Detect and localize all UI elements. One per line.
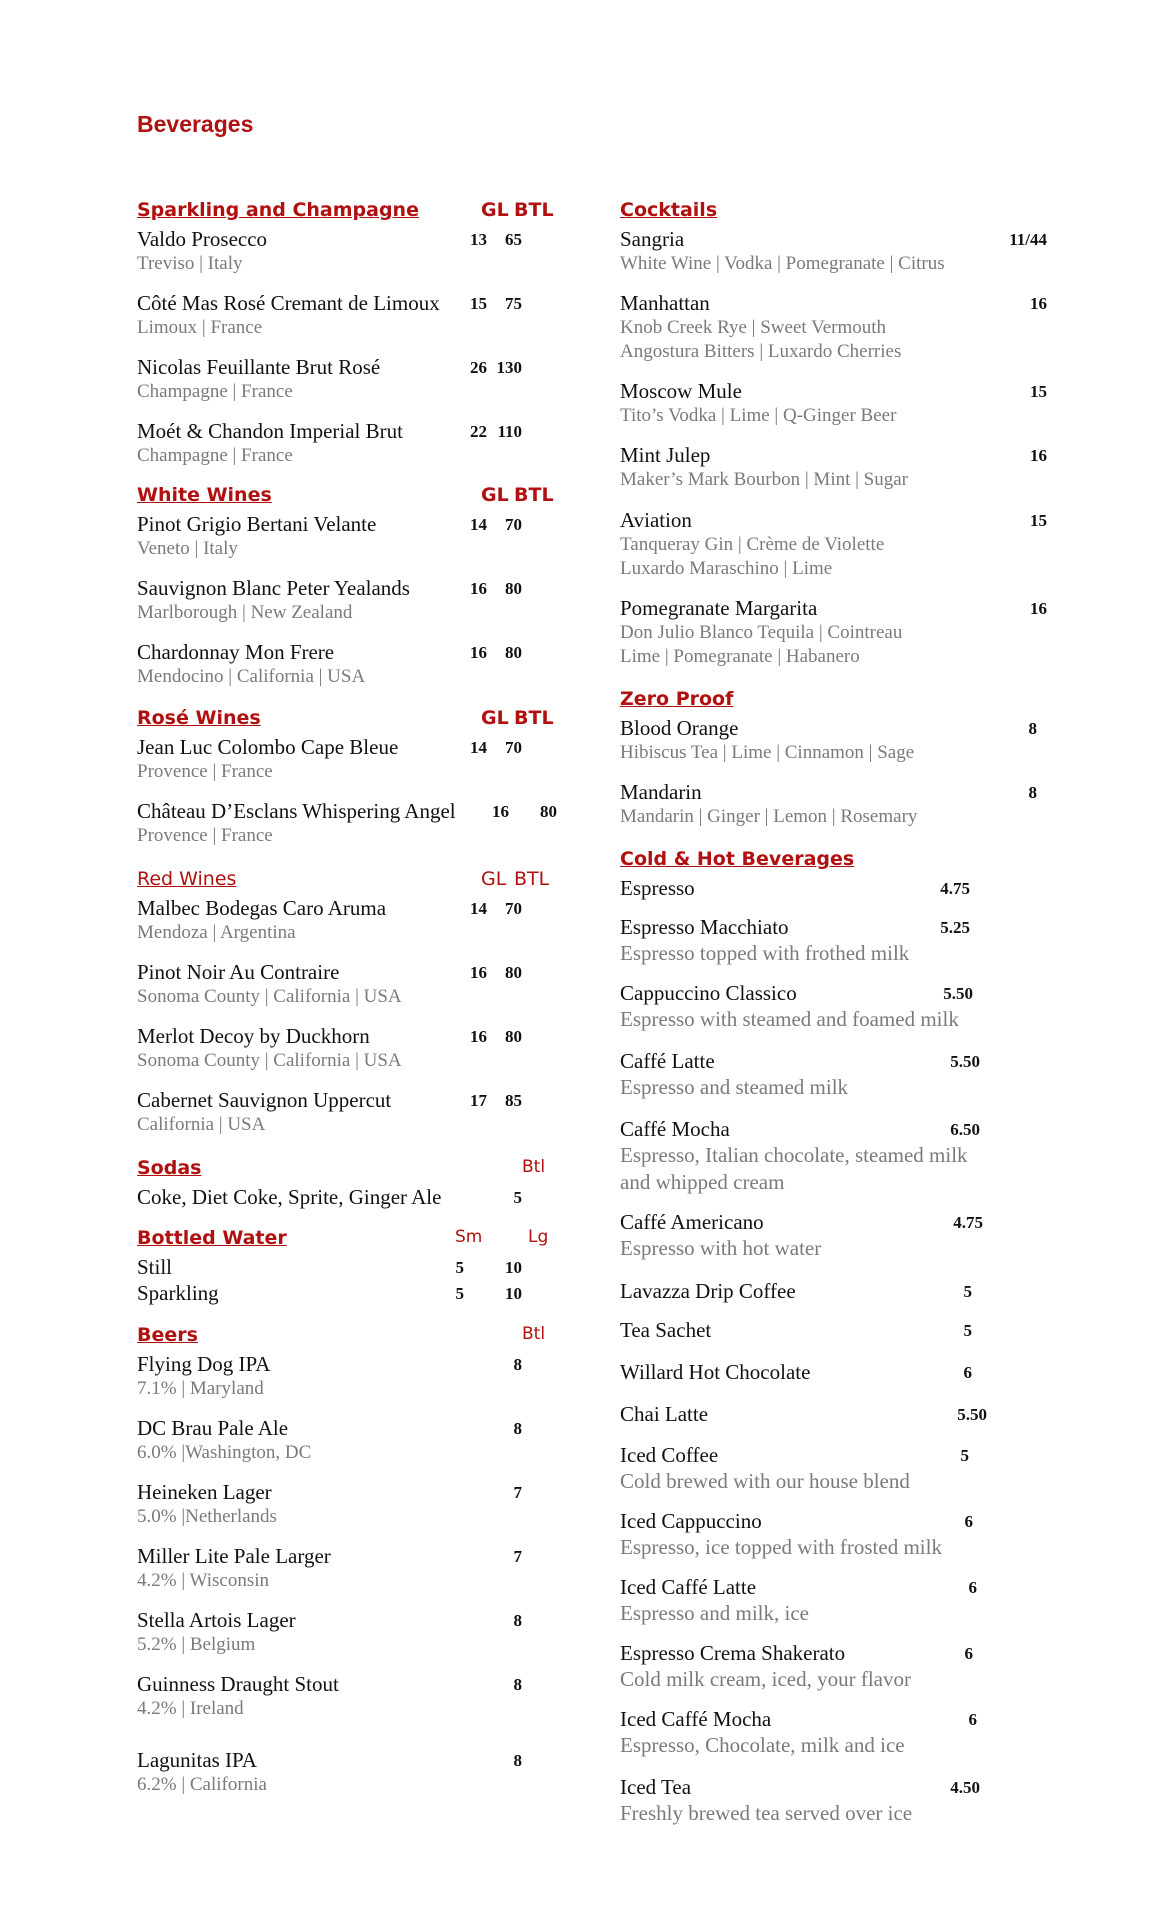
price: 16 [1030,294,1047,313]
menu-item: Stella Artois Lager 5.2% | Belgium 8 [137,1608,522,1655]
gl-price: 16 [470,963,487,982]
btl-price: 110 [497,422,522,441]
sm-price: 5 [455,1284,464,1303]
menu-item: Espresso Macchiato Espresso topped with frothed milk 5.25 [620,915,970,965]
menu-item: Mandarin Mandarin | Ginger | Lemon | Rosemary 8 [620,780,1037,827]
section-title: Rosé Wines GL BTL [137,707,554,729]
price: 6 [964,1644,973,1663]
menu-item: Merlot Decoy by Duckhorn Sonoma County | California | USA 16 80 [137,1024,522,1071]
section-title: Sodas Btl [137,1157,546,1179]
menu-item: Château D’Esclans Whispering Angel Provence | France 16 80 [137,799,557,846]
price: 6 [968,1710,977,1729]
section-cold-hot-beverages [620,848,1040,1841]
section-title: Cold & Hot Beverages [620,848,855,870]
section-title: Red Wines GL BTL [137,868,550,890]
menu-item: Cappuccino Classico Espresso with steamed and foamed milk 5.50 [620,981,973,1031]
menu-item: Côté Mas Rosé Cremant de Limoux Limoux | France 15 75 [137,291,522,338]
gl-price: 16 [470,643,487,662]
btl-price: 8 [513,1419,522,1438]
btl-price: 7 [513,1547,522,1566]
menu-item: Pinot Noir Au Contraire Sonoma County | California | USA 16 80 [137,960,522,1007]
btl-price: 80 [505,963,522,982]
section-bottled-water [137,1227,557,1307]
gl-header: GL [481,868,507,890]
menu-item: Valdo Prosecco Treviso | Italy 13 65 [137,227,522,274]
price: 16 [1030,599,1047,618]
sm-header: Sm [455,1227,483,1247]
gl-price: 15 [470,294,487,313]
menu-item: Sangria White Wine | Vodka | Pomegranate | Citrus 11/44 [620,227,1047,274]
gl-price: 13 [470,230,487,249]
btl-price: 85 [505,1091,522,1110]
btl-price: 80 [505,1027,522,1046]
menu-item: Flying Dog IPA 7.1% | Maryland 8 [137,1352,522,1399]
btl-price: 80 [505,643,522,662]
section-sparkling [137,199,557,483]
menu-item: Malbec Bodegas Caro Aruma Mendoza | Argentina 14 70 [137,896,522,943]
menu-item: Iced Caffé Mocha Espresso, Chocolate, milk and ice 6 [620,1707,977,1757]
menu-item: Iced Cappuccino Espresso, ice topped with frosted milk 6 [620,1509,973,1559]
menu-item: Caffé Latte Espresso and steamed milk 5.50 [620,1049,980,1099]
section-title: Beers Btl [137,1324,546,1346]
section-title: Zero Proof [620,688,734,710]
price: 5 [963,1282,972,1301]
price: 4.75 [953,1213,983,1232]
menu-item: Heineken Lager 5.0% |Netherlands 7 [137,1480,522,1527]
price: 6 [968,1578,977,1597]
gl-price: 22 [470,422,487,441]
price: 6.50 [950,1120,980,1139]
menu-item: Espresso 4.75 [620,876,970,900]
section-beers [137,1324,557,1812]
btl-price: 80 [505,579,522,598]
menu-item: Blood Orange Hibiscus Tea | Lime | Cinnamon | Sage 8 [620,716,1037,763]
price: 4.50 [950,1778,980,1797]
btl-header: Btl [522,1324,546,1344]
price: 6 [963,1363,972,1382]
btl-price: 8 [513,1751,522,1770]
menu-item: Moét & Chandon Imperial Brut Champagne | France 22 110 [137,419,522,466]
btl-price: 80 [540,802,557,821]
gl-header: GL [481,484,509,506]
section-cocktails [620,199,1047,684]
section-title: Bottled Water Sm Lg [137,1227,549,1249]
gl-price: 16 [470,1027,487,1046]
menu-item: Still 5 10 [137,1255,522,1279]
menu-item: Sauvignon Blanc Peter Yealands Marlborough | New Zealand 16 80 [137,576,522,623]
menu-item: DC Brau Pale Ale 6.0% |Washington, DC 8 [137,1416,522,1463]
btl-header: BTL [514,484,554,506]
gl-price: 17 [470,1091,487,1110]
gl-price: 26 [470,358,487,377]
menu-item: Lavazza Drip Coffee 5 [620,1279,972,1303]
gl-price: 16 [470,579,487,598]
section-white-wines [137,484,557,704]
menu-item: Coke, Diet Coke, Sprite, Ginger Ale 5 [137,1185,522,1209]
price: 5 [963,1321,972,1340]
btl-price: 130 [496,358,522,377]
menu-item: Moscow Mule Tito’s Vodka | Lime | Q-Ginger Beer 15 [620,379,1047,426]
gl-price: 14 [470,738,487,757]
menu-item: Iced Tea Freshly brewed tea served over ice 4.50 [620,1775,980,1825]
btl-header: Btl [522,1157,546,1177]
menu-item: Manhattan Knob Creek Rye | Sweet Vermouth Angostura Bitters | Luxardo Cherries 16 [620,291,1047,362]
lg-price: 10 [505,1258,522,1277]
price: 15 [1030,382,1047,401]
btl-price: 5 [513,1188,522,1207]
lg-header: Lg [528,1227,549,1247]
section-title: Cocktails [620,199,718,221]
price: 8 [1028,783,1037,802]
menu-item: Willard Hot Chocolate 6 [620,1360,972,1384]
menu-item: Iced Coffee Cold brewed with our house blend 5 [620,1443,969,1493]
btl-price: 8 [513,1355,522,1374]
menu-item: Sparkling 5 10 [137,1281,522,1305]
price: 8 [1028,719,1037,738]
gl-price: 16 [492,802,509,821]
menu-item: Iced Caffé Latte Espresso and milk, ice 6 [620,1575,977,1625]
price: 5.50 [950,1052,980,1071]
section-zero-proof [620,688,1040,844]
menu-item: Caffé Americano Espresso with hot water 4.75 [620,1210,983,1260]
menu-item: Miller Lite Pale Larger 4.2% | Wisconsin 7 [137,1544,522,1591]
btl-header: BTL [514,868,550,890]
btl-price: 7 [513,1483,522,1502]
section-title: Sparkling and Champagne GL BTL [137,199,554,221]
btl-price: 70 [505,899,522,918]
menu-item: Chardonnay Mon Frere Mendocino | California | USA 16 80 [137,640,522,687]
btl-price: 8 [513,1611,522,1630]
section-rose-wines [137,707,557,863]
price: 11/44 [1009,230,1047,249]
section-sodas [137,1157,557,1215]
menu-item: Jean Luc Colombo Cape Bleue Provence | France 14 70 [137,735,522,782]
price: 4.75 [940,879,970,898]
menu-item: Espresso Crema Shakerato Cold milk cream, iced, your flavor 6 [620,1641,973,1691]
price: 5 [960,1446,969,1465]
menu-item: Guinness Draught Stout 4.2% | Ireland 8 [137,1672,522,1719]
gl-header: GL [481,199,509,221]
price: 5.50 [957,1405,987,1424]
gl-price: 14 [470,899,487,918]
menu-item: Aviation Tanqueray Gin | Crème de Violette Luxardo Maraschino | Lime 15 [620,508,1047,579]
menu-item: Pinot Grigio Bertani Velante Veneto | Italy 14 70 [137,512,522,559]
menu-item: Caffé Mocha Espresso, Italian chocolate, steamed milk and whipped cream 6.50 [620,1117,980,1194]
btl-price: 75 [505,294,522,313]
menu-item: Nicolas Feuillante Brut Rosé Champagne | France 26 130 [137,355,522,402]
section-red-wines [137,868,557,1152]
menu-item: Mint Julep Maker’s Mark Bourbon | Mint | Sugar 16 [620,443,1047,490]
gl-price: 14 [470,515,487,534]
btl-header: BTL [514,199,554,221]
page-title: Beverages [137,111,254,137]
menu-item: Cabernet Sauvignon Uppercut California | USA 17 85 [137,1088,522,1135]
menu-item: Tea Sachet 5 [620,1318,972,1342]
btl-header: BTL [514,707,554,729]
price: 6 [964,1512,973,1531]
btl-price: 8 [513,1675,522,1694]
section-title: White Wines GL BTL [137,484,554,506]
btl-price: 65 [505,230,522,249]
gl-header: GL [481,707,509,729]
btl-price: 70 [505,738,522,757]
price: 5.50 [943,984,973,1003]
btl-price: 70 [505,515,522,534]
price: 16 [1030,446,1047,465]
sm-price: 5 [455,1258,464,1277]
price: 5.25 [940,918,970,937]
menu-item: Chai Latte 5.50 [620,1402,987,1426]
menu-item: Pomegranate Margarita Don Julio Blanco Tequila | Cointreau Lime | Pomegranate | Habanero 16 [620,596,1047,667]
price: 15 [1030,511,1047,530]
menu-item: Lagunitas IPA 6.2% | California 8 [137,1748,522,1795]
lg-price: 10 [505,1284,522,1303]
